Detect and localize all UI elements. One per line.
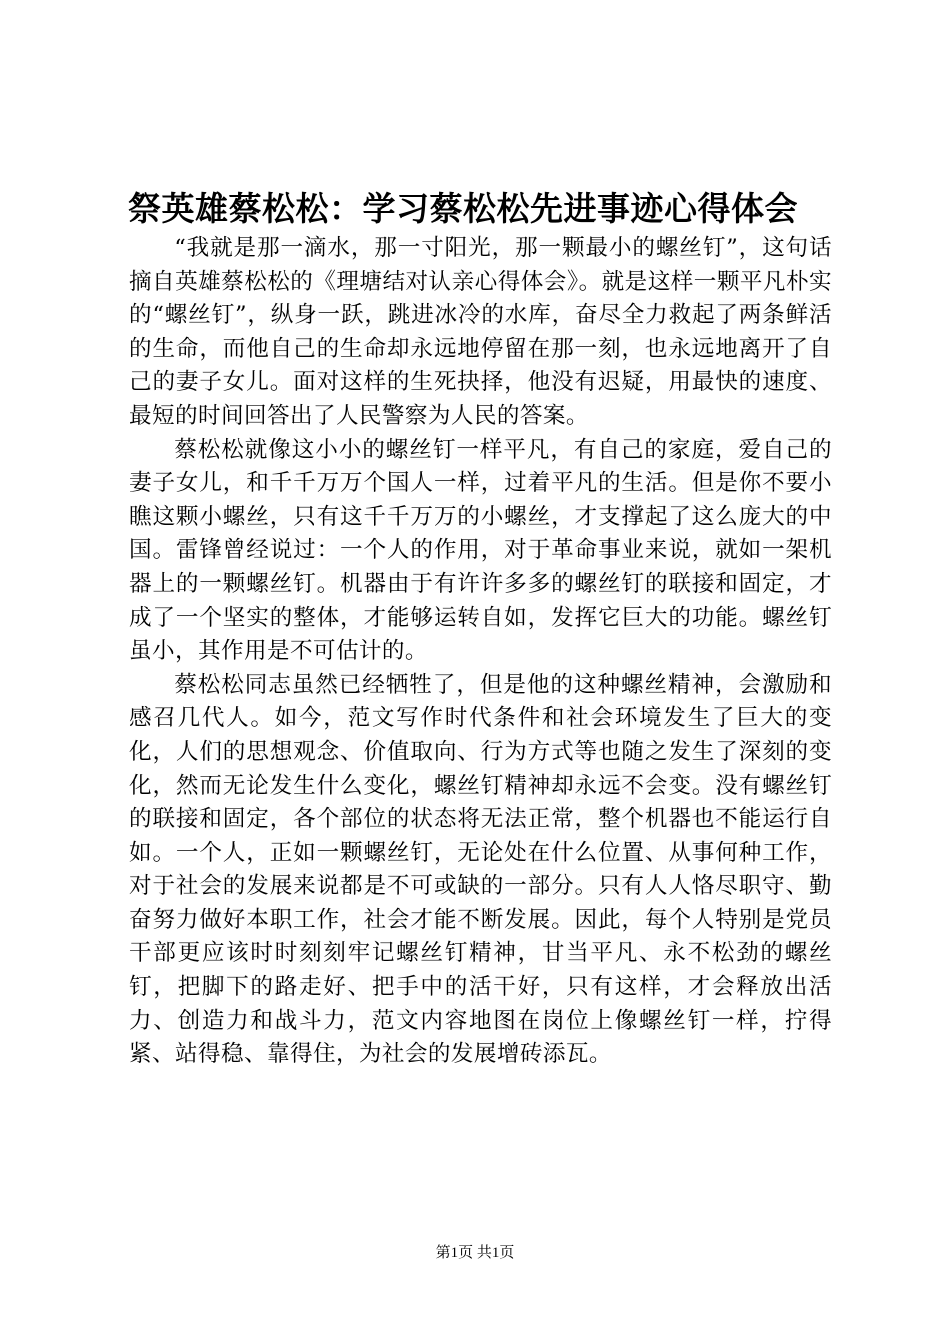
- paragraph-3: 蔡松松同志虽然已经牺牲了，但是他的这种螺丝精神，会激励和感召几代人。如今，范文写作时代条件和社会环境发生了巨大的变化，人们的思想观念、价值取向、行为方式等也随之发生了深刻的变化，然而无论发生什么变化，螺丝钉精神却永远不会变。没有螺丝钉的联接和固定，各个部位的状态将无法正常，整个机器也不能运行自如。一个人，正如一颗螺丝钉，无论处在什么位置、从事何种工作，对于社会的发展来说都是不可或缺的一部分。只有人人恪尽职守、勤奋努力做好本职工作，社会才能不断发展。因此，每个人特别是党员干部更应该时时刻刻牢记螺丝钉精神，甘当平凡、永不松劲的螺丝钉，把脚下的路走好、把手中的活干好，只有这样，才会释放出活力、创造力和战斗力，范文内容地图在岗位上像螺丝钉一样，拧得紧、站得稳、靠得住，为社会的发展增砖添瓦。: [129, 671, 832, 1068]
- page-footer: 第1页 共1页: [435, 1245, 515, 1261]
- document-body: [129, 232, 832, 1072]
- paragraph-2: 蔡松松就像这小小的螺丝钉一样平凡，有自己的家庭，爱自己的妻子女儿，和千千万万个国人一样，过着平凡的生活。但是你不要小瞧这颗小螺丝，只有这千千万万的小螺丝，才支撑起了这么庞大的中国。雷锋曾经说过：一个人的作用，对于革命事业来说，就如一架机器上的一颗螺丝钉。机器由于有许许多多的螺丝钉的联接和固定，才成了一个坚实的整体，才能够运转自如，发挥它巨大的功能。螺丝钉虽小，其作用是不可估计的。: [129, 436, 832, 665]
- paragraph-1: “我就是那一滴水，那一寸阳光，那一颗最小的螺丝钉”，这句话摘自英雄蔡松松的《理塘结对认亲心得体会》。就是这样一颗平凡朴实的“螺丝钉”，纵身一跃，跳进冰冷的水库，奋尽全力救起了两条鲜活的生命，而他自己的生命却永远地停留在那一刻，也永远地离开了自己的妻子女儿。面对这样的生死抉择，他没有迟疑，用最快的速度、最短的时间回答出了人民警察为人民的答案。: [129, 235, 832, 429]
- document-title: 祭英雄蔡松松：学习蔡松松先进事迹心得体会: [128, 189, 798, 228]
